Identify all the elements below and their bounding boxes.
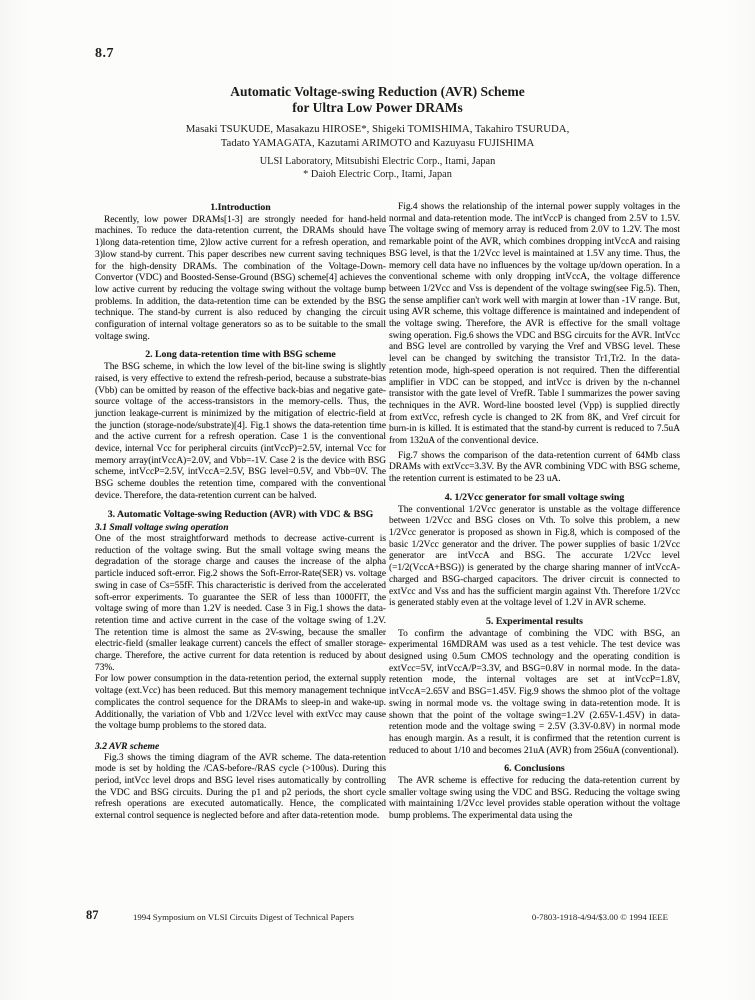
footer-page-number: 87 — [86, 908, 99, 922]
affiliation-line2: * Daioh Electric Corp., Itami, Japan — [303, 168, 452, 180]
paragraph-section2: The BSG scheme, in which the low level of the bit-line swing is slightly raised, is very effective to extend the refresh-period, because a substrate-bias (Vbb) can be omitted by reason of the effective back-bias and negative gate-source voltage of the access-transistors in the memory-cells. Thus, the junction leakage-current is minimized by the mitigation of electric-field at the junction (storage-node/substrate)[4]. Fig.1 shows the data-retention time and the active current for a refresh operation. Case 1 is the conventional device, internal Vcc for peripheral circuits (intVccP)=2.5V, internal Vcc for memory array(intVccA)=2.0V, and Vbb=-1V. Case 2 is the device with BSG scheme, intVccP=2.5V, intVccA=2.5V, BSG level=0.5V, and Vbb=0V. The BSG scheme doubles the retention time, compared with the conventional device. Therefore, the data-retention current can be halved. — [95, 362, 386, 501]
paragraph-fig4: Fig.4 shows the relationship of the internal power supply voltages in the normal and data-retention mode. The intVccP is changed from 2.5V to 1.5V. The voltage swing of memory array is reduced from 2.0V to 1.2V. The most remarkable point of the AVR, which combines dropping intVccA and raising BSG level, is that the 1/2Vcc level is maintained at 1.5V any time. Thus, the memory cell data have no influences by the voltage up/down operation. In a conventional scheme with only dropping intVccA, the voltage difference between 1/2Vcc and Vss is dependent of the voltage swing(see Fig.5). Then, the sense amplifier can't work well with margin at lower than -1V range. But, using AVR scheme, this voltage difference is maintained and independent of the voltage swing. Therefore, the AVR is effective for the small voltage swing operation. Fig.6 shows the VDC and BSG circuits for the AVR. IntVcc and BSG level are controlled by varying the Vref and VBSG level. These level can be changed by switching the transistor Tr1,Tr2. In the data-retention mode, high-speed operation is not required. Then the differential amplifier in VDC can be stopped, and intVcc is driven by the n-channel transistor with the gate level of VrefR. Table I summarizes the power saving techniques in the AVR. Word-line boosted level (Vpp) is supplied directly from extVcc, refresh cycle is changed to 2K from 8K, and Vref circuit for burn-in is killed. It is estimated that the stand-by current is reduced to 7.5uA from 132uA of the conventional device. — [389, 202, 680, 447]
paragraph-section3-1a: One of the most straightforward methods to decrease active-current is reduction of the voltage swing. But the small voltage swing means the degradation of the storage charge and causes the increase of the alpha particle induced soft-error. Fig.2 shows the Soft-Error-Rate(SER) vs. voltage swing in case of Cs=55fF. This characteristic is derived from the accelerated soft-error experiments. To guarantee the SER of less than 1000FIT, the voltage swing of more than 1.2V is needed. Case 3 in Fig.1 shows the data-retention time and active current in the case of the voltage swing of 1.2V. The retention time is almost the same as 2V-swing, because the smaller electric-field (smaller leakage current) cancels the effect of smaller storage-charge. Therefore, the active current for data retention is reduced by about 73%. — [95, 533, 386, 673]
authors-line2: Tadato YAMAGATA, Kazutami ARIMOTO and Kazuyasu FUJISHIMA — [220, 136, 535, 149]
subsection-heading-3-1: 3.1 Small voltage swing operation — [95, 522, 229, 534]
paper-title-line2: for Ultra Low Power DRAMs — [292, 100, 463, 115]
paragraph-section6: The AVR scheme is effective for reducing the data-retention current by smaller voltage swing using the VDC and BSG. Reducing the voltage swing with maintaining 1/2Vcc level provides stable operation without the voltage bump problems. The experimental data using the — [389, 776, 680, 822]
footer-conference-title: 1994 Symposium on VLSI Circuits Digest of Technical Papers — [133, 912, 354, 922]
paragraph-section3-2: Fig.3 shows the timing diagram of the AVR scheme. The data-retention mode is set by holding the /CAS-before-/RAS cycle (>100us). During this period, intVcc level drops and BSG level rises automatically by controlling the VDC and BSG circuits. During the p1 and p2 periods, the short cycle refresh operations are executed automatically. Hence, the complicated external control sequence is neglected before and after data-retention mode. — [95, 752, 386, 822]
authors-line1: Masaki TSUKUDE, Masakazu HIROSE*, Shigeki TOMISHIMA, Takahiro TSURUDA, — [185, 123, 570, 135]
section-heading-2: 2. Long data-retention time with BSG scheme — [145, 349, 336, 361]
left-column — [95, 202, 386, 823]
paragraph-section3-1b: For low power consumption in the data-retention period, the external supply voltage (ext.Vcc) has been reduced. But this memory management technique complicates the control sequence for the DRAMs to sleep-in and wake-up. Additionally, the variation of Vbb and 1/2Vcc level with extVcc may cause the voltage bump problems to the stored data. — [95, 674, 386, 732]
section-heading-6: 6. Conclusions — [504, 763, 565, 775]
section-heading-4: 4. 1/2Vcc generator for small voltage swing — [444, 491, 625, 503]
right-column — [389, 202, 680, 823]
section-heading-3: 3. Automatic Voltage-swing Reduction (AVR) with VDC & BSG — [107, 508, 374, 520]
paragraph-introduction: Recently, low power DRAMs[1-3] are strongly needed for hand-held machines. To reduce the data-retention current, the DRAMs should have 1)long data-retention time, 2)low active current for a refresh operation, and 3)low stand-by current. This paper describes new current saving techniques for the high-density DRAMs. The combination of the Voltage-Down-Convertor (VDC) and Boosted-Sense-Ground (BSG) scheme[4] achieves the low active current by reducing the voltage swing without the voltage bump problems. In addition, the data-retention time can be extended by the BSG technique. The stand-by current is also reduced by changing the circuit configuration of internal voltage generators so as to be suitable to the small voltage swing. — [95, 214, 386, 342]
paper-number: 8.7 — [95, 46, 114, 61]
subsection-heading-3-2: 3.2 AVR scheme — [95, 740, 160, 752]
paragraph-section5: To confirm the advantage of combining the VDC with BSG, an experimental 16MDRAM was used as a test vehicle. The test device was designed using 0.5um CMOS technology and the operating condition is extVcc=5V, intVccA/P=3.3V, and BSG=0.8V in normal mode. In the data-retention mode, the internal voltages are set at intVccP=1.8V, intVccA=2.65V and BSG=1.45V. Fig.9 shows the shmoo plot of the voltage swing in normal mode vs. the voltage swing in data-retention mode. It is shown that the point of the voltage swing=1.2V (2.65V-1.45V) in data-retention mode and the voltage swing = 2.5V (3.3V-0.8V) in normal mode has enough margin. As a result, it is confirmed that the retention current is reduced to about 1/10 and becomes 21uA (AVR) from 256uA (conventional). — [389, 628, 680, 756]
affiliation-block — [85, 156, 670, 181]
paper-title-line1: Automatic Voltage-swing Reduction (AVR) Scheme — [230, 84, 525, 99]
footer-copyright: 0-7803-1918-4/94/$3.00 © 1994 IEEE — [531, 912, 668, 922]
section-heading-introduction: 1.Introduction — [210, 202, 271, 213]
authors-block — [85, 123, 670, 150]
paragraph-section4: The conventional 1/2Vcc generator is unstable as the voltage difference between 1/2Vcc and BSG closes on Vth. To solve this problem, a new 1/2Vcc generator is proposed as shown in Fig.8, which is composed of the basic 1/2Vcc generator and the driver. The power supplies of basic 1/2Vcc generator are intVccA and BSG. The accurate 1/2Vcc level (=1/2(VccA+BSG)) is generated by the charge sharing manner of intVccA-charged and BSG-charged capacitors. The driver circuit is connected to extVcc and Vss and has the sufficient margin against Vth. Therefore 1/2Vcc is generated stably even at the voltage level of 1.2V in AVR scheme. — [389, 504, 680, 609]
page-footer — [0, 908, 755, 928]
section-heading-5: 5. Experimental results — [486, 615, 583, 627]
affiliation-line1: ULSI Laboratory, Mitsubishi Electric Corp., Itami, Japan — [259, 156, 496, 167]
paragraph-fig7: Fig.7 shows the comparison of the data-retention current of 64Mb class DRAMs with extVcc=3.3V. By the AVR combining VDC with BSG scheme, the retention current is estimated to be 23 uA. — [389, 450, 680, 485]
title-block — [85, 84, 670, 181]
